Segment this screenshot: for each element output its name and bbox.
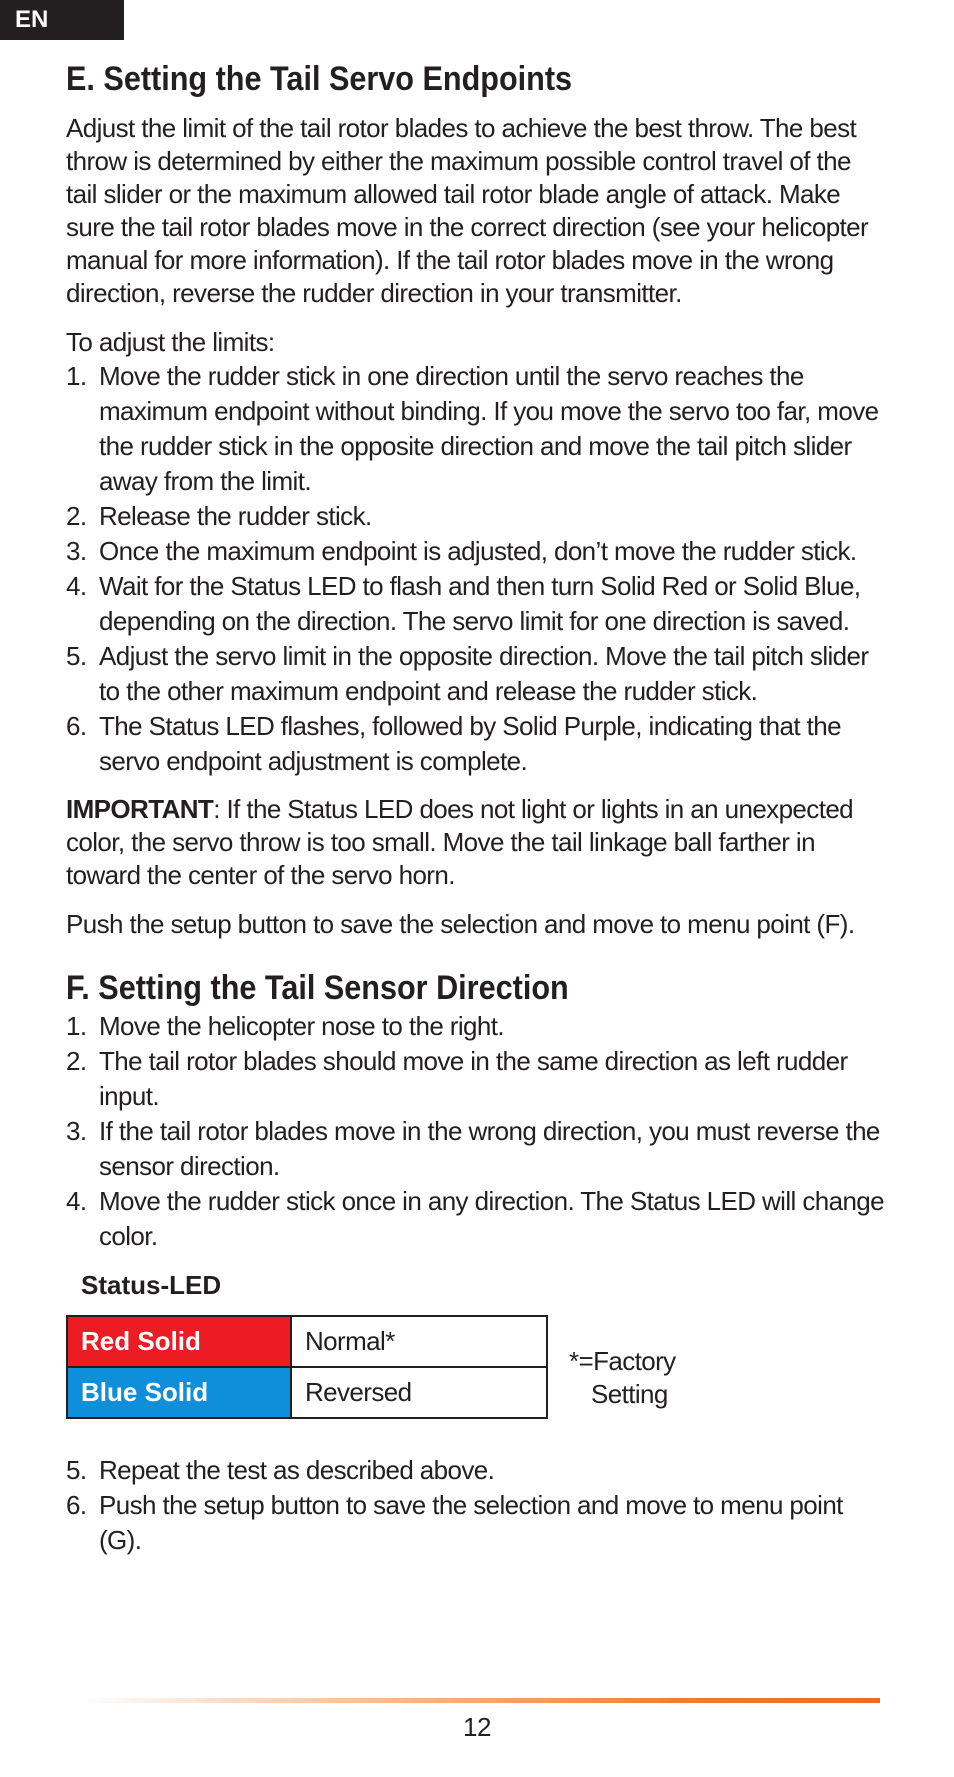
list-item-text: The tail rotor blades should move in the same direction as left rudder input. [99,1046,848,1111]
list-item [66,1009,886,1044]
list-item-text: Release the rudder stick. [99,501,372,531]
section-f-heading: F. Setting the Tail Sensor Direction [66,969,569,1007]
list-item [66,1453,886,1488]
list-item-number: 2. [66,501,87,531]
led-color-blue: Blue Solid [67,1367,291,1418]
section-e-heading: E. Setting the Tail Servo Endpoints [66,60,573,98]
page-number: 12 [462,1712,492,1742]
list-item [66,534,886,569]
table-row [67,1316,547,1367]
list-item-text: Adjust the servo limit in the opposite direction. Move the tail pitch slider to the other maximum endpoint and release the rudder stick. [99,641,869,706]
list-item [66,1044,886,1114]
status-led-table-area [66,1315,886,1419]
list-item [66,359,886,499]
section-e-closing: Push the setup button to save the selection and move to menu point (F). [66,909,855,939]
page-content [66,58,886,1558]
list-item-number: 4. [66,571,87,601]
list-item [66,639,886,709]
led-meaning-reversed: Reversed [291,1367,547,1418]
list-item-text: Move the rudder stick in one direction until the servo reaches the maximum endpoint without binding. If you move the servo too far, move the rudder stick in the opposite direction and move the tail pitch slider away from the limit. [99,361,879,496]
list-item-number: 1. [66,361,87,391]
list-item-text: Move the rudder stick once in any direction. The Status LED will change color. [99,1186,885,1251]
list-item-text: If the tail rotor blades move in the wrong direction, you must reverse the sensor direction. [99,1116,880,1181]
list-item-number: 2. [66,1046,87,1076]
list-item-number: 5. [66,1455,87,1485]
led-color-red: Red Solid [67,1316,291,1367]
list-item-text: Move the helicopter nose to the right. [99,1011,505,1041]
factory-setting-note [569,1345,676,1411]
list-item-text: Once the maximum endpoint is adjusted, don’t move the rudder stick. [99,536,857,566]
list-item [66,709,886,779]
list-item [66,1184,886,1254]
important-text: : If the Status LED does not light or lights in an unexpected color, the servo throw is too small. Move the tail linkage ball farther in toward the center of the servo horn. [66,794,854,890]
steps-intro: To adjust the limits: [66,327,275,357]
language-tab: EN [0,0,124,40]
section-e-intro: Adjust the limit of the tail rotor blades to achieve the best throw. The best throw is determined by either the maximum possible control travel of the tail slider or the maximum allowed tail rotor blade angle of attack. Make sure the tail rotor blades move in the correct direction (see your helicopter manual for more information). If the tail rotor blades move in the wrong direction, reverse the rudder direction in your transmitter. [66,113,869,308]
footer-divider [80,1698,880,1703]
section-f-steps-continued [66,1453,886,1558]
section-e-steps [66,359,886,779]
list-item [66,1488,886,1558]
list-item-number: 6. [66,711,87,741]
status-led-table [66,1315,548,1419]
list-item-number: 5. [66,641,87,671]
list-item [66,1114,886,1184]
list-item-number: 6. [66,1490,87,1520]
factory-note-line1: *=Factory [569,1346,676,1376]
important-label: IMPORTANT [66,794,214,824]
list-item [66,569,886,639]
led-meaning-normal: Normal* [291,1316,547,1367]
list-item-text: The Status LED flashes, followed by Solid Purple, indicating that the servo endpoint adjustment is complete. [99,711,841,776]
list-item-text: Wait for the Status LED to flash and then turn Solid Red or Solid Blue, depending on the direction. The servo limit for one direction is saved. [99,571,861,636]
status-led-title: Status-LED [81,1270,222,1300]
list-item [66,499,886,534]
list-item-text: Push the setup button to save the selection and move to menu point (G). [99,1490,843,1555]
list-item-number: 3. [66,536,87,566]
list-item-number: 1. [66,1011,87,1041]
list-item-number: 3. [66,1116,87,1146]
section-f-steps [66,1009,886,1254]
list-item-text: Repeat the test as described above. [99,1455,495,1485]
factory-note-line2: Setting [591,1379,668,1409]
table-row [67,1367,547,1418]
important-note [66,793,886,892]
list-item-number: 4. [66,1186,87,1216]
